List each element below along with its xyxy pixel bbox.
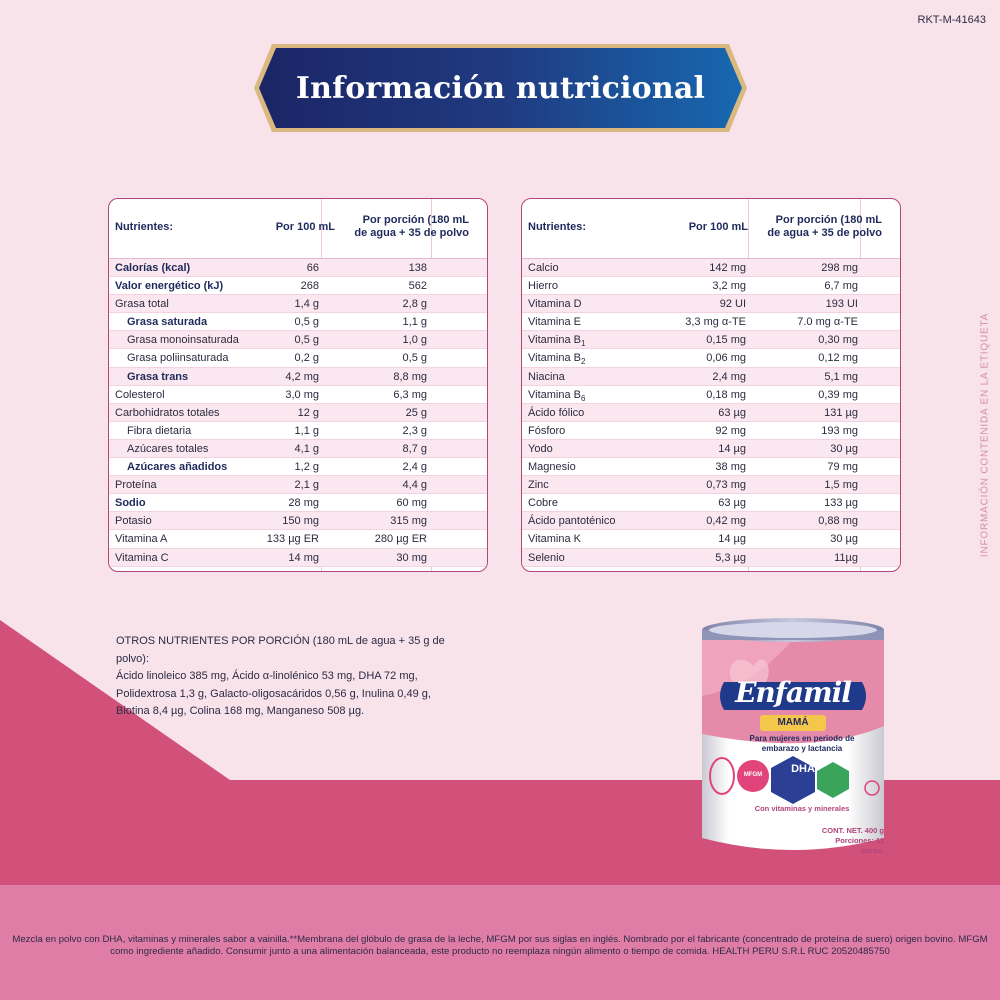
table-row — [109, 549, 487, 567]
nutrient-name: Grasa saturada — [127, 316, 208, 329]
value-per-serving: 4,4 g — [402, 479, 427, 492]
value-per-serving: 1,5 mg — [824, 479, 858, 492]
value-per-serving: 315 mg — [390, 515, 427, 528]
footer — [0, 885, 1000, 1000]
value-per-serving: 30 µg — [830, 442, 858, 455]
nutrient-name: Yodo — [528, 442, 553, 455]
table-row — [522, 440, 900, 458]
product-subline: Con vitaminas y minerales — [754, 804, 850, 813]
table-row — [109, 476, 487, 494]
nutrient-name: Niacina — [528, 370, 565, 383]
value-per100: 92 UI — [719, 298, 746, 311]
value-per100: 268 — [300, 280, 319, 293]
nutrient-name: Vitamina $B_2$ — [528, 352, 586, 367]
nutrient-name: Proteína — [115, 479, 157, 492]
nutrient-name: Ácido pantoténico — [528, 515, 616, 528]
nutrient-name: Vitamina K — [528, 533, 581, 546]
nutrient-name: Vitamina C — [115, 551, 169, 564]
table-row — [109, 259, 487, 277]
nutrient-name: Vitamina E — [528, 316, 581, 329]
value-per100: 133 µg ER — [266, 533, 319, 546]
value-per100: 3,2 mg — [712, 280, 746, 293]
nutrition-table-right — [521, 198, 901, 572]
footer-disclaimer: Mezcla en polvo con DHA, vitaminas y minerales sabor a vainilla.**Membrana del glóbulo de grasa de la leche, MFGM por sus siglas en inglés. Nombrado por el fabricante (concentrado de proteína de suero) origen bovino. MFGM como ingrediente añadido. Consumir junto a una alimentación balanceada, este producto no reemplaza ningún alimento o tiempo de comida. HEALTH PERU S.R.L RUC 20520485750 — [12, 934, 988, 957]
nutrient-name: Vitamina A — [115, 533, 168, 546]
table-row — [522, 349, 900, 367]
nutrient-name: Azúcares totales — [127, 442, 209, 455]
page-title: Información nutricional — [295, 70, 706, 106]
value-per100: 0,06 mg — [706, 352, 746, 365]
value-per100: 1,2 g — [294, 461, 319, 474]
table-row — [522, 295, 900, 313]
nutrient-name: Cobre — [528, 497, 558, 510]
value-per100: 0,18 mg — [706, 388, 746, 401]
table-row — [109, 295, 487, 313]
nutrient-name: Grasa poliinsaturada — [127, 352, 229, 365]
value-per100: 14 mg — [288, 551, 319, 564]
other-nutrients — [116, 633, 446, 721]
value-per100: 63 µg — [718, 406, 746, 419]
nutrient-name: Vitamina $B_6$ — [528, 388, 586, 403]
header-per-serving: Por porción (180 mL de agua + 35 de polvo — [354, 214, 469, 239]
value-per100: 2,1 g — [294, 479, 319, 492]
value-per100: 12 g — [297, 406, 319, 419]
nutrient-name: Grasa monoinsaturada — [127, 334, 239, 347]
header-per100: Por 100 mL — [688, 221, 748, 233]
value-per100: 4,1 g — [294, 442, 319, 455]
table-row — [522, 277, 900, 295]
table-body — [109, 259, 487, 567]
product-net: CONT. NET. 400 g Porciones: 11 aprox. — [821, 826, 884, 855]
value-per-serving: 2,3 g — [402, 424, 427, 437]
value-per100: 1,1 g — [294, 424, 319, 437]
nutrient-name: Valor energético (kJ) — [115, 280, 224, 293]
value-per100: 5,3 µg — [715, 551, 746, 564]
title-banner — [252, 42, 749, 134]
table-row — [109, 368, 487, 386]
nutrient-name: Hierro — [528, 280, 558, 293]
table-row — [522, 313, 900, 331]
product-variant: MAMÁ — [760, 715, 826, 731]
value-per-serving: 11µg — [834, 551, 858, 564]
table-row — [109, 349, 487, 367]
value-per-serving: 193 mg — [821, 424, 858, 437]
mfgm-badge: MFGM — [743, 772, 763, 778]
header-nutrient: Nutrientes: — [115, 221, 174, 233]
table-row — [109, 458, 487, 476]
value-per100: 0,15 mg — [706, 334, 746, 347]
value-per-serving: 60 mg — [396, 497, 427, 510]
value-per-serving: 6,7 mg — [824, 280, 858, 293]
value-per100: 150 mg — [282, 515, 319, 528]
value-per100: 14 µg — [718, 442, 746, 455]
nutrient-name: Fibra dietaria — [127, 424, 192, 437]
product-brand: Enfamil — [735, 676, 851, 709]
value-per-serving: 0,12 mg — [818, 352, 858, 365]
table-row — [522, 259, 900, 277]
product-tagline: Para mujeres en periodo de embarazo y lactancia — [749, 734, 855, 753]
table-row — [109, 386, 487, 404]
value-per-serving: 2,8 g — [402, 298, 427, 311]
table-row — [522, 331, 900, 349]
value-per100: 63 µg — [718, 497, 746, 510]
side-note: INFORMACIÓN CONTENIDA EN LA ETIQUETA — [979, 312, 991, 558]
value-per-serving: 7.0 mg α-TE — [797, 316, 858, 329]
value-per-serving: 298 mg — [821, 262, 858, 274]
nutrient-name: Colesterol — [115, 388, 165, 401]
value-per100: 66 — [306, 262, 319, 274]
other-nutrients-line: Polidextrosa 1,3 g, Galacto-oligosacáridos 0,56 g, Inulina 0,49 g, — [116, 687, 431, 700]
value-per-serving: 193 UI — [825, 298, 858, 311]
value-per-serving: 138 — [408, 262, 427, 274]
other-nutrients-line: Biotina 8,4 µg, Colina 168 mg, Manganeso 508 µg. — [116, 705, 365, 717]
nutrient-name: Potasio — [115, 515, 152, 528]
nutrient-name: Grasa total — [115, 298, 169, 311]
table-row — [109, 331, 487, 349]
value-per100: 28 mg — [288, 497, 319, 510]
value-per100: 1,4 g — [294, 298, 319, 311]
table-header — [109, 199, 487, 259]
value-per-serving: 133 µg — [824, 497, 858, 510]
table-row — [109, 494, 487, 512]
table-row — [109, 404, 487, 422]
nutrient-name: Zinc — [528, 479, 549, 492]
value-per100: 142 mg — [709, 262, 746, 274]
table-row — [522, 386, 900, 404]
nutrient-name: Carbohidratos totales — [115, 406, 220, 419]
table-row — [522, 494, 900, 512]
value-per-serving: 0,30 mg — [818, 334, 858, 347]
nutrient-name: Calcio — [528, 262, 559, 274]
dha-badge: DHA — [791, 763, 815, 775]
nutrient-name: Vitamina $B_1$ — [528, 334, 586, 349]
table-row — [522, 368, 900, 386]
table-row — [522, 530, 900, 548]
table-header — [522, 199, 900, 259]
value-per-serving: 25 g — [405, 406, 427, 419]
nutrient-name: Fósforo — [528, 424, 566, 437]
header-per-serving: Por porción (180 mL de agua + 35 de polvo — [767, 214, 882, 239]
nutrient-name: Selenio — [528, 551, 565, 564]
header-per100: Por 100 mL — [275, 221, 335, 233]
value-per-serving: 5,1 mg — [824, 370, 858, 383]
table-row — [522, 458, 900, 476]
value-per100: 0,42 mg — [706, 515, 746, 528]
table-row — [522, 422, 900, 440]
value-per100: 0,5 g — [294, 334, 319, 347]
value-per-serving: 30 mg — [396, 551, 427, 564]
header-nutrient: Nutrientes: — [528, 221, 587, 233]
value-per-serving: 1,0 g — [402, 334, 427, 347]
value-per100: 0,73 mg — [706, 479, 746, 492]
table-body — [522, 259, 900, 567]
nutrient-name: Ácido fólico — [528, 406, 585, 419]
value-per100: 3,0 mg — [285, 388, 319, 401]
value-per-serving: 8,7 g — [402, 442, 427, 455]
other-nutrients-line: Ácido linoleico 385 mg, Ácido α-linolénico 53 mg, DHA 72 mg, — [116, 670, 418, 682]
nutrient-name: Calorías (kcal) — [115, 262, 191, 274]
table-row — [109, 422, 487, 440]
nutrient-name: Vitamina D — [528, 298, 582, 311]
table-row — [109, 277, 487, 295]
nutrition-table-left — [108, 198, 488, 572]
value-per-serving: 6,3 mg — [393, 388, 427, 401]
value-per100: 14 µg — [718, 533, 746, 546]
table-row — [522, 512, 900, 530]
value-per-serving: 30 µg — [830, 533, 858, 546]
table-row — [109, 440, 487, 458]
table-row — [522, 549, 900, 567]
value-per100: 2,4 mg — [712, 370, 746, 383]
nutrient-name: Grasa trans — [127, 370, 189, 383]
table-row — [522, 476, 900, 494]
table-row — [522, 404, 900, 422]
value-per-serving: 0,5 g — [402, 352, 427, 365]
other-nutrients-heading: OTROS NUTRIENTES POR PORCIÓN (180 mL de agua + 35 g de polvo): — [116, 635, 445, 665]
value-per-serving: 131 µg — [824, 406, 858, 419]
table-row — [109, 530, 487, 548]
nutrient-name: Azúcares añadidos — [127, 461, 228, 474]
value-per100: 92 mg — [715, 424, 746, 437]
value-per-serving: 0,39 mg — [818, 388, 858, 401]
value-per100: 0,5 g — [294, 316, 319, 329]
value-per-serving: 562 — [408, 280, 427, 293]
value-per100: 38 mg — [715, 461, 746, 474]
value-per-serving: 1,1 g — [402, 316, 427, 329]
value-per-serving: 8,8 mg — [393, 370, 427, 383]
document-code: RKT-M-41643 — [917, 14, 986, 26]
table-row — [109, 313, 487, 331]
table-row — [109, 512, 487, 530]
value-per-serving: 0,88 mg — [818, 515, 858, 528]
nutrient-name: Magnesio — [528, 461, 576, 474]
value-per100: 3,3 mg α-TE — [685, 316, 746, 329]
value-per-serving: 280 µg ER — [374, 533, 427, 546]
value-per-serving: 79 mg — [827, 461, 858, 474]
value-per100: 0,2 g — [294, 352, 319, 365]
nutrient-name: Sodio — [115, 497, 146, 510]
product-can — [694, 616, 892, 860]
value-per100: 4,2 mg — [285, 370, 319, 383]
value-per-serving: 2,4 g — [402, 461, 427, 474]
